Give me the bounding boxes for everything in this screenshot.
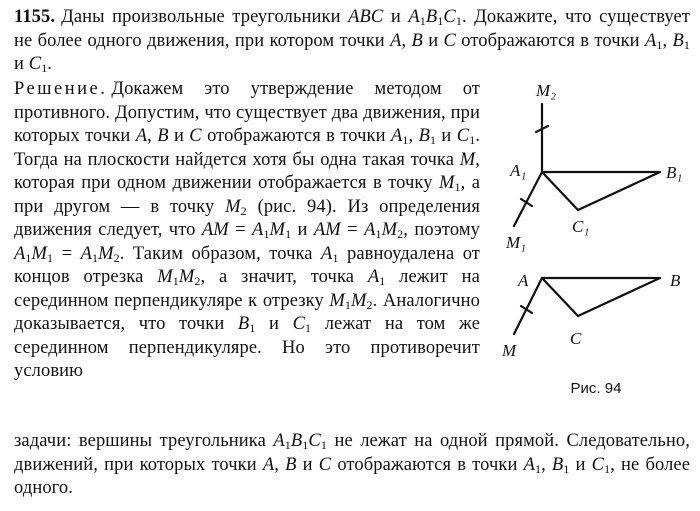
label-m1: M₁ (506, 233, 527, 252)
label-b: B (670, 271, 681, 290)
triangle-abc (542, 278, 660, 316)
segment-a1-m1 (514, 172, 542, 226)
problem-number: 1155. (14, 7, 56, 27)
label-a: A (518, 271, 529, 290)
label-c1: C₁ (572, 217, 590, 236)
problem-statement: 1155. Даны произвольные треугольники ABC и $A_1B_1C_1$. Докажите, что существует не более одного движения, при котором точки A, B и C отображаются в точки $A_1$, $B_1$ и $C_1$. (14, 7, 691, 75)
label-m2: M₂ (536, 81, 557, 100)
label-a1: A₁ (510, 161, 527, 180)
triangle-a1b1c1 (542, 172, 660, 210)
solution-heading: Решение. (14, 79, 108, 99)
label-m: M (502, 341, 517, 360)
figure-caption: Рис. 94 (570, 380, 622, 397)
label-b1: B₁ (666, 163, 683, 182)
figure-94 (498, 80, 698, 410)
figure-94-drawing (498, 80, 698, 410)
solution-text: Решение. Докажем это утверждение методом от противного. Допустим, что существует два движения, при которых точки A, B и C отображаются в точки $A_1$, $B_1$ и $C_1$. Тогда на плоскости найдется хотя бы одна такая точка M, которая при одном движении отображается в точку $M_1$, а при другом — в точку $M_2$ (рис. 94). Из определения движения следует, что AM = $A_1M_1$ и AM = $A_1M_2$, поэтому $A_1M_1 = A_1M_2$. Таким образом, точка $A_1$ равноудалена от концов отрезка $M_1M_2$, а значит, точка $A_1$ лежит на серединном перпендикуляре к отрезку $M_1M_2$. Аналогично доказывается, что точки $B_1$ и $C_1$ лежат на том же серединном перпендикуляре. Но это противоречит условию (14, 79, 481, 381)
label-c: C (570, 329, 582, 348)
solution-continuation: задачи: вершины треугольника $A_1B_1C_1$ не лежат на одной прямой. Следовательно, движений, при которых точки A, B и C отображаются в точки $A_1$, $B_1$ и $C_1$, не более одного. (14, 431, 691, 498)
